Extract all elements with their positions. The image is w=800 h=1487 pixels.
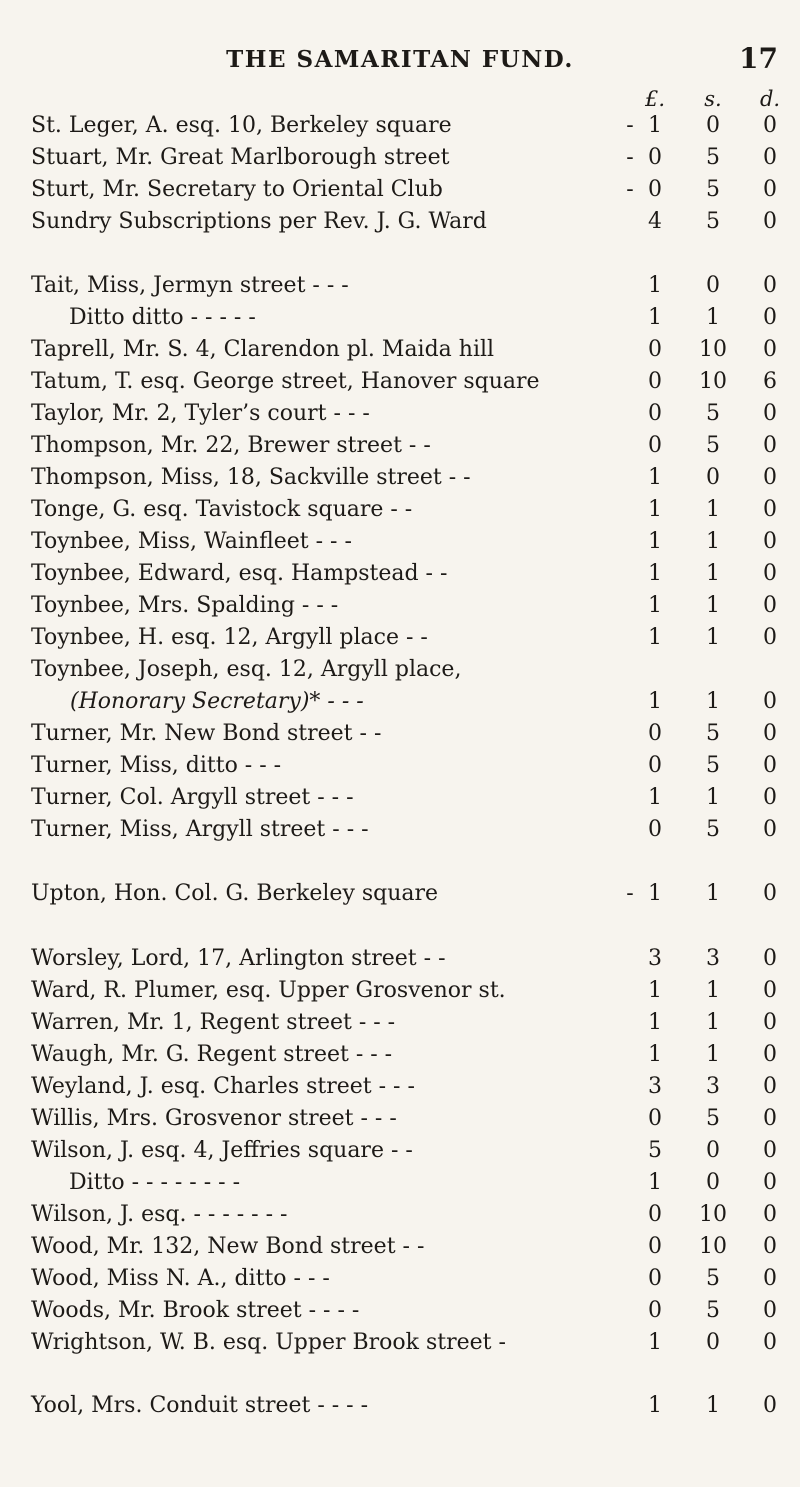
pence-amount: 0	[763, 721, 777, 746]
list-item	[0, 462, 800, 494]
shillings-amount: 0	[706, 465, 720, 490]
pence-amount: 0	[763, 337, 777, 362]
pence-amount: 0	[763, 465, 777, 490]
running-title: THE SAMARITAN FUND.	[226, 46, 574, 73]
list-item	[0, 430, 800, 462]
subscriber-name: Toynbee, Miss, Wainfleet - - -	[31, 529, 352, 554]
subscriber-name: Wrightson, W. B. esq. Upper Brook street -	[31, 1330, 506, 1355]
shillings-amount: 5	[706, 1298, 720, 1323]
pounds-amount: 1	[648, 465, 662, 490]
shillings-amount: 1	[706, 1010, 720, 1035]
pounds-amount: 4	[648, 209, 662, 234]
pounds-amount: 1	[648, 561, 662, 586]
subscriber-name: Turner, Miss, Argyll street - - -	[31, 817, 369, 842]
list-item	[0, 302, 800, 334]
list-item	[0, 1103, 800, 1135]
pence-amount: 0	[763, 113, 777, 138]
leader-dash: -	[626, 177, 634, 202]
list-item	[0, 334, 800, 366]
list-item	[0, 718, 800, 750]
pence-amount: 0	[763, 529, 777, 554]
list-item	[0, 654, 800, 686]
list-item	[0, 943, 800, 975]
shillings-amount: 5	[706, 817, 720, 842]
pounds-amount: 0	[648, 401, 662, 426]
pence-amount: 0	[763, 177, 777, 202]
shillings-amount: 1	[706, 978, 720, 1003]
pence-amount: 0	[763, 1298, 777, 1323]
pounds-amount: 1	[648, 689, 662, 714]
shillings-amount: 5	[706, 1106, 720, 1131]
shillings-amount: 5	[706, 721, 720, 746]
pounds-amount: 3	[648, 946, 662, 971]
pence-amount: 0	[763, 1010, 777, 1035]
subscriber-name: Ditto - - - - - - - -	[69, 1170, 241, 1195]
shillings-amount: 1	[706, 529, 720, 554]
pounds-amount: 5	[648, 1138, 662, 1163]
leader-dash: -	[626, 145, 634, 170]
shillings-amount: 0	[706, 113, 720, 138]
list-item	[0, 878, 800, 910]
shillings-amount: 0	[706, 1138, 720, 1163]
pounds-amount: 0	[648, 721, 662, 746]
subscriber-name: Taprell, Mr. S. 4, Clarendon pl. Maida hill	[31, 337, 495, 362]
list-item	[0, 1295, 800, 1327]
shillings-amount: 5	[706, 753, 720, 778]
pence-header: d.	[759, 87, 781, 111]
pounds-amount: 0	[648, 145, 662, 170]
shillings-amount: 1	[706, 785, 720, 810]
subscriber-name: Toynbee, Mrs. Spalding - - -	[31, 593, 339, 618]
list-item	[0, 814, 800, 846]
shillings-amount: 10	[699, 1202, 727, 1227]
leader-dash: -	[626, 881, 634, 906]
subscriber-name: Toynbee, Joseph, esq. 12, Argyll place,	[31, 657, 462, 682]
subscriber-name: Ditto ditto - - - - -	[69, 305, 256, 330]
shillings-amount: 1	[706, 1393, 720, 1418]
list-item	[0, 142, 800, 174]
pence-amount: 0	[763, 1266, 777, 1291]
list-item	[0, 110, 800, 142]
list-item	[0, 1135, 800, 1167]
pounds-amount: 0	[648, 369, 662, 394]
pounds-amount: 1	[648, 593, 662, 618]
shillings-amount: 3	[706, 1074, 720, 1099]
shillings-amount: 1	[706, 689, 720, 714]
shillings-amount: 1	[706, 1042, 720, 1067]
pounds-amount: 0	[648, 753, 662, 778]
shillings-amount: 5	[706, 145, 720, 170]
list-item	[0, 398, 800, 430]
pence-amount: 0	[763, 593, 777, 618]
list-item	[0, 558, 800, 590]
subscriber-name: Stuart, Mr. Great Marlborough street	[31, 145, 450, 170]
subscriber-name: Tait, Miss, Jermyn street - - -	[31, 273, 349, 298]
pounds-amount: 0	[648, 1202, 662, 1227]
list-item	[0, 366, 800, 398]
list-item	[0, 174, 800, 206]
shillings-amount: 0	[706, 1330, 720, 1355]
subscriber-name: Ward, R. Plumer, esq. Upper Grosvenor st.	[31, 978, 506, 1003]
list-item	[0, 526, 800, 558]
pence-amount: 0	[763, 978, 777, 1003]
subscriber-name: Upton, Hon. Col. G. Berkeley square	[31, 881, 439, 906]
subscriber-name: St. Leger, A. esq. 10, Berkeley square	[31, 113, 452, 138]
list-item	[0, 590, 800, 622]
list-item	[0, 206, 800, 238]
pounds-amount: 1	[648, 1393, 662, 1418]
shillings-amount: 1	[706, 561, 720, 586]
list-item	[0, 1263, 800, 1295]
subscriber-name: Wilson, J. esq. - - - - - - -	[31, 1202, 288, 1227]
subscriber-name: Willis, Mrs. Grosvenor street - - -	[31, 1106, 397, 1131]
shillings-amount: 0	[706, 1170, 720, 1195]
list-item	[0, 1039, 800, 1071]
pounds-amount: 1	[648, 625, 662, 650]
shillings-amount: 10	[699, 337, 727, 362]
pence-amount: 0	[763, 946, 777, 971]
pence-amount: 0	[763, 305, 777, 330]
list-item	[0, 1167, 800, 1199]
pence-amount: 0	[763, 1042, 777, 1067]
shillings-amount: 5	[706, 177, 720, 202]
subscriber-name: Wilson, J. esq. 4, Jeffries square - -	[31, 1138, 413, 1163]
subscriber-name: Warren, Mr. 1, Regent street - - -	[31, 1010, 396, 1035]
shillings-amount: 1	[706, 625, 720, 650]
shillings-amount: 3	[706, 946, 720, 971]
subscriber-name: (Honorary Secretary)* - - -	[70, 689, 364, 714]
pounds-header: £.	[644, 87, 666, 111]
pence-amount: 0	[763, 273, 777, 298]
subscriber-name: Yool, Mrs. Conduit street - - - -	[31, 1393, 369, 1418]
pence-amount: 0	[763, 433, 777, 458]
shillings-amount: 5	[706, 433, 720, 458]
pounds-amount: 1	[648, 881, 662, 906]
list-item	[0, 270, 800, 302]
pence-amount: 0	[763, 1138, 777, 1163]
subscriber-name: Turner, Mr. New Bond street - -	[31, 721, 382, 746]
pounds-amount: 1	[648, 497, 662, 522]
pence-amount: 0	[763, 753, 777, 778]
list-item	[0, 622, 800, 654]
shillings-amount: 1	[706, 593, 720, 618]
pounds-amount: 0	[648, 177, 662, 202]
pounds-amount: 0	[648, 1106, 662, 1131]
pounds-amount: 0	[648, 1234, 662, 1259]
shillings-amount: 1	[706, 497, 720, 522]
pence-amount: 0	[763, 561, 777, 586]
subscriber-name: Thompson, Miss, 18, Sackville street - -	[31, 465, 471, 490]
pence-amount: 6	[763, 369, 777, 394]
pence-amount: 0	[763, 1234, 777, 1259]
subscriber-name: Wood, Miss N. A., ditto - - -	[31, 1266, 330, 1291]
pounds-amount: 1	[648, 1170, 662, 1195]
pounds-amount: 1	[648, 1042, 662, 1067]
pence-amount: 0	[763, 689, 777, 714]
pence-amount: 0	[763, 1106, 777, 1131]
pence-amount: 0	[763, 1393, 777, 1418]
shillings-amount: 5	[706, 209, 720, 234]
list-item	[0, 1071, 800, 1103]
pence-amount: 0	[763, 1074, 777, 1099]
pounds-amount: 0	[648, 817, 662, 842]
list-item	[0, 1007, 800, 1039]
shillings-amount: 5	[706, 1266, 720, 1291]
pence-amount: 0	[763, 497, 777, 522]
pence-amount: 0	[763, 145, 777, 170]
pence-amount: 0	[763, 1330, 777, 1355]
subscriber-name: Tonge, G. esq. Tavistock square - -	[31, 497, 413, 522]
subscriber-name: Weyland, J. esq. Charles street - - -	[31, 1074, 415, 1099]
pounds-amount: 1	[648, 785, 662, 810]
list-item	[0, 1199, 800, 1231]
pence-amount: 0	[763, 1170, 777, 1195]
pounds-amount: 0	[648, 1298, 662, 1323]
shillings-amount: 1	[706, 881, 720, 906]
shillings-amount: 0	[706, 273, 720, 298]
subscriber-name: Woods, Mr. Brook street - - - -	[31, 1298, 360, 1323]
list-item	[0, 782, 800, 814]
subscriber-name: Taylor, Mr. 2, Tyler’s court - - -	[31, 401, 370, 426]
list-item	[0, 686, 800, 718]
pounds-amount: 0	[648, 433, 662, 458]
pounds-amount: 0	[648, 337, 662, 362]
pounds-amount: 1	[648, 113, 662, 138]
pounds-amount: 3	[648, 1074, 662, 1099]
pounds-amount: 0	[648, 1266, 662, 1291]
pence-amount: 0	[763, 401, 777, 426]
list-item	[0, 1327, 800, 1359]
pounds-amount: 1	[648, 978, 662, 1003]
subscriber-name: Waugh, Mr. G. Regent street - - -	[31, 1042, 393, 1067]
pounds-amount: 1	[648, 1010, 662, 1035]
pence-amount: 0	[763, 817, 777, 842]
leader-dash: -	[626, 113, 634, 138]
pounds-amount: 1	[648, 305, 662, 330]
list-item	[0, 750, 800, 782]
shillings-amount: 1	[706, 305, 720, 330]
pence-amount: 0	[763, 881, 777, 906]
pence-amount: 0	[763, 785, 777, 810]
list-item	[0, 1390, 800, 1422]
page-header	[0, 40, 800, 80]
subscriber-name: Sturt, Mr. Secretary to Oriental Club	[31, 177, 443, 202]
shillings-amount: 5	[706, 401, 720, 426]
pence-amount: 0	[763, 625, 777, 650]
subscriber-name: Worsley, Lord, 17, Arlington street - -	[31, 946, 446, 971]
shillings-header: s.	[704, 87, 722, 111]
shillings-amount: 10	[699, 369, 727, 394]
subscriber-name: Wood, Mr. 132, New Bond street - -	[31, 1234, 425, 1259]
pence-amount: 0	[763, 209, 777, 234]
list-item	[0, 975, 800, 1007]
pence-amount: 0	[763, 1202, 777, 1227]
pounds-amount: 1	[648, 1330, 662, 1355]
subscriber-name: Toynbee, Edward, esq. Hampstead - -	[31, 561, 448, 586]
subscriber-name: Turner, Col. Argyll street - - -	[31, 785, 354, 810]
pounds-amount: 1	[648, 529, 662, 554]
pounds-amount: 1	[648, 273, 662, 298]
page-number: 17	[739, 42, 778, 75]
subscriber-name: Turner, Miss, ditto - - -	[31, 753, 282, 778]
subscriber-name: Thompson, Mr. 22, Brewer street - -	[31, 433, 431, 458]
list-item	[0, 494, 800, 526]
subscriber-name: Sundry Subscriptions per Rev. J. G. Ward	[31, 209, 487, 234]
subscriber-name: Tatum, T. esq. George street, Hanover square	[31, 369, 540, 394]
subscriber-name: Toynbee, H. esq. 12, Argyll place - -	[31, 625, 428, 650]
shillings-amount: 10	[699, 1234, 727, 1259]
list-item	[0, 1231, 800, 1263]
